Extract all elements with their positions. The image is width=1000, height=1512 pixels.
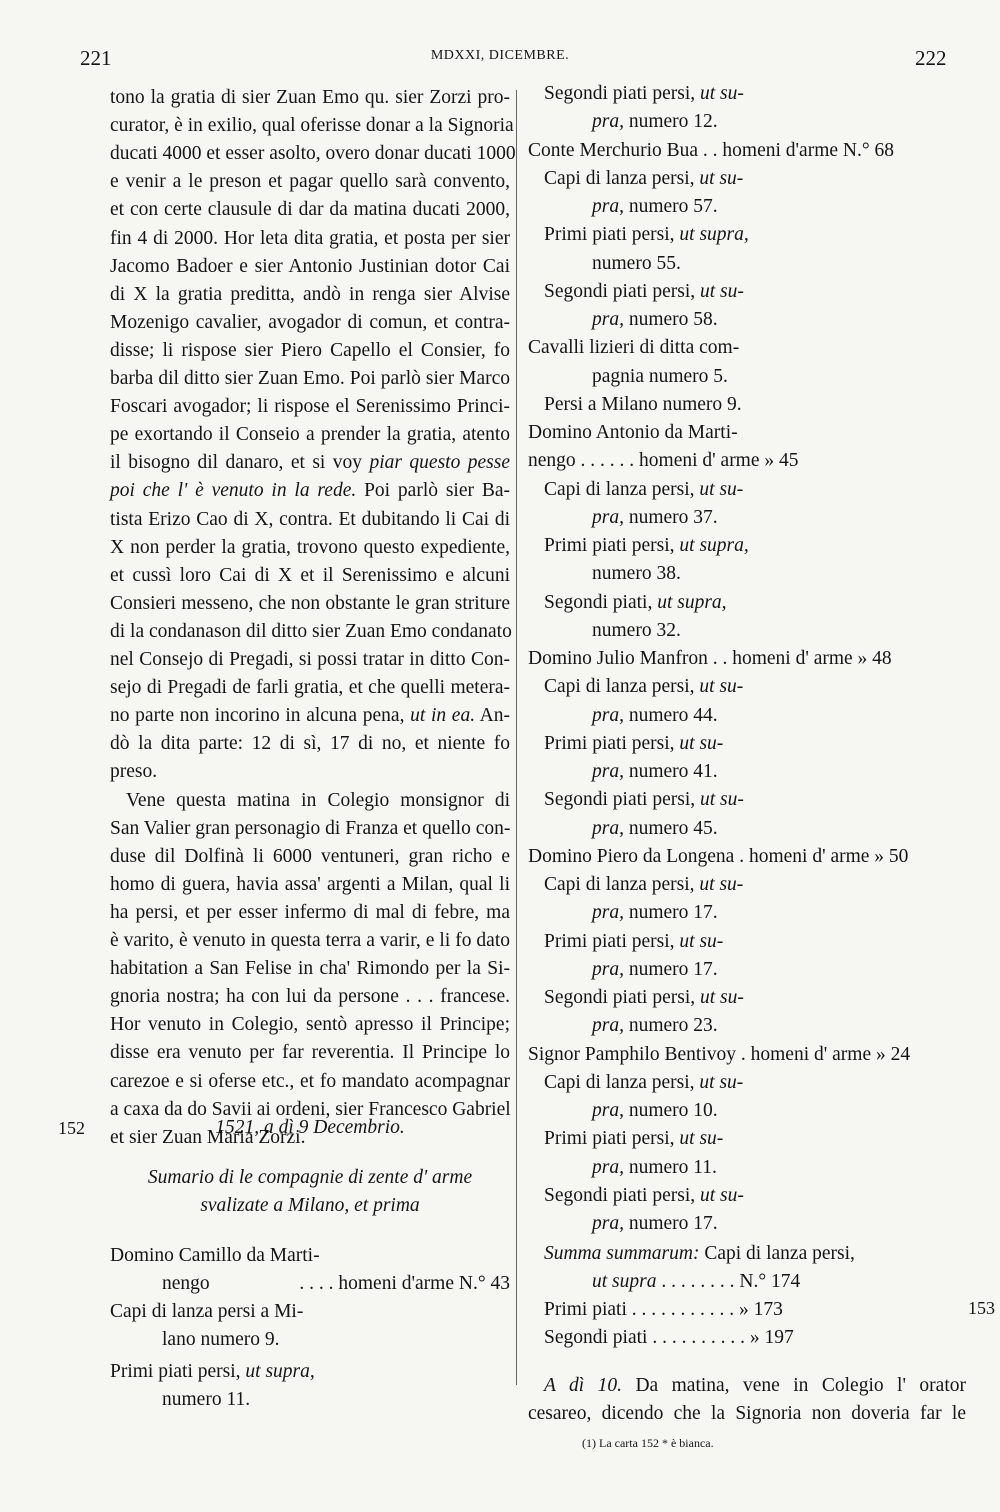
italic-text: ut su- [699, 281, 744, 302]
text-span: et cussì loro Cai di X et il Serenissimo e alcuni [110, 565, 510, 586]
entry-line [528, 899, 966, 927]
entry-line [528, 702, 966, 730]
paragraph-line [110, 393, 510, 421]
text-span: Foscari avogador; li rispose el Serenissimo Princi- [110, 396, 510, 417]
paragraph-line [110, 112, 514, 140]
paragraph-line [528, 1372, 966, 1400]
text-span: numero 23. [623, 1015, 718, 1036]
paragraph-line [110, 281, 510, 309]
paragraph-line [110, 1011, 510, 1039]
text-span: numero 11. [623, 1157, 717, 1178]
entry-line [528, 673, 966, 701]
italic-text: ut supra [592, 1271, 657, 1292]
italic-text: ut supra, [679, 535, 749, 556]
text-span: Segondi piati persi, [544, 987, 700, 1008]
text-span: pagnia numero 5. [592, 366, 728, 387]
italic-text: pra, [592, 507, 624, 528]
italic-text: pra, [592, 902, 624, 923]
entry-line [528, 193, 966, 221]
entry-line [110, 1242, 510, 1270]
text-span: Primi piati persi, [544, 535, 680, 556]
text-span: Segondi piati persi, [544, 789, 700, 810]
entry-line [528, 984, 966, 1012]
text-span: An- [475, 705, 510, 726]
italic-text: A dì 10. [544, 1375, 622, 1396]
text-span: numero 37. [623, 507, 718, 528]
summary-line [528, 1296, 966, 1324]
entry-line [528, 1069, 966, 1097]
text-span: lano numero 9. [162, 1329, 280, 1350]
summary-line [528, 1324, 966, 1352]
entry-line [528, 815, 966, 843]
paragraph-line [110, 1039, 510, 1067]
italic-text: svalizate a Milano, et prima [200, 1195, 420, 1216]
paragraph-line [110, 618, 510, 646]
paragraph-line [110, 477, 510, 505]
text-span: habitation a San Felise in cha' Rimondo per la Si- [110, 958, 510, 979]
text-span: numero 58. [623, 309, 718, 330]
entry-line [528, 447, 966, 475]
section-title [110, 1164, 510, 1192]
text-span: dò la dita parte: 12 di sì, 17 di no, et niente fo [110, 733, 510, 754]
text-span: Segondi piati persi, [544, 83, 700, 104]
paragraph-line [110, 140, 516, 168]
paragraph-line [110, 225, 510, 253]
italic-text: Summa summarum: [544, 1243, 700, 1264]
paragraph-line [110, 196, 510, 224]
text-span: Vene questa matina in Colegio monsignor di [126, 790, 510, 811]
text-span: disse; li rispose sier Piero Capello el Consier, fo [110, 340, 510, 361]
paragraph-line [110, 646, 510, 674]
text-span: numero 38. [592, 563, 681, 584]
italic-text: ut su- [699, 83, 744, 104]
text-span: Domino Piero da Longena . homeni d' arme » 50 [528, 846, 909, 867]
paragraph-line [110, 758, 510, 786]
text-span: et con certe clausule di dar da matina ducati 2000, [110, 199, 510, 220]
entry-line [528, 1125, 966, 1153]
entry-line [528, 165, 966, 193]
text-span: numero 41. [623, 761, 718, 782]
text-span: è varito, è venuto in questa terra a varir, e li fo dato [110, 930, 510, 951]
italic-text: ut supra, [245, 1361, 315, 1382]
entry-line [528, 363, 966, 391]
paragraph-line [110, 787, 510, 815]
italic-text: pra, [592, 111, 624, 132]
text-span: Capi di lanza persi, [544, 1072, 700, 1093]
text-span: duse dil Dolfinà li 6000 ventuneri, gran richo e [110, 846, 510, 867]
text-span: Primi piati persi, [544, 733, 680, 754]
paragraph-line [110, 421, 510, 449]
text-span: numero 10. [623, 1100, 718, 1121]
paragraph-line [110, 871, 510, 899]
italic-text: piar questo pesse [369, 452, 511, 473]
text-span: Capi di lanza persi, [544, 168, 700, 189]
entry-line [528, 758, 966, 786]
entry-line [528, 786, 966, 814]
entry-line [528, 956, 966, 984]
italic-text: ut su- [699, 479, 744, 500]
text-span: disse era venuto per far reverentia. Il Principe lo [110, 1042, 510, 1063]
page-number-left: 221 [80, 46, 112, 70]
italic-text: ut su- [679, 1128, 724, 1149]
entry-line [528, 617, 966, 645]
text-span: nengo [162, 1273, 210, 1294]
margin-number-right: 153 [968, 1298, 995, 1318]
italic-text: ut su- [699, 874, 744, 895]
entry-line [528, 108, 966, 136]
entry-line [110, 1270, 510, 1298]
text-span: Signor Pamphilo Bentivoy . homeni d' arme » 24 [528, 1044, 911, 1065]
text-span: Mozenigo cavalier, avogador di comun, et contra- [110, 312, 510, 333]
text-span: ducati 4000 et esser asolto, overo donar ducati 1000 [110, 143, 516, 164]
paragraph-line [110, 815, 510, 843]
entry-line [528, 278, 966, 306]
text-span: cesareo, dicendo che la Signoria non doveria far le [528, 1403, 966, 1424]
entry-line [528, 843, 966, 871]
text-span: Conte Merchurio Bua . . homeni d'arme N.° 68 [528, 140, 895, 161]
paragraph-line [110, 365, 510, 393]
italic-text: pra, [592, 761, 624, 782]
text-span: Segondi piati persi, [544, 281, 700, 302]
text-span: curator, è in exilio, qual oferisse donar a la Signoria [110, 115, 514, 136]
entry-line [528, 391, 966, 419]
text-span: Capi di lanza persi a Mi- [110, 1301, 304, 1322]
entry-line [528, 250, 966, 278]
entry-line [528, 221, 966, 249]
text-span: carezoe e si oferse etc., et fo mandato acompagnar [110, 1071, 510, 1092]
paragraph-line [110, 674, 510, 702]
entry-line [528, 532, 966, 560]
text-span: X non perder la gratia, trovono questo expediente, [110, 537, 510, 558]
text-span: . . . . . . . . N.° 174 [656, 1271, 801, 1292]
entry-line [528, 871, 966, 899]
text-span: Primi piati persi, [110, 1361, 246, 1382]
text-span: e venir a le preson et pagar quello sarà convento, [110, 171, 510, 192]
entry-line [528, 334, 966, 362]
entry-line [528, 476, 966, 504]
entry-line [528, 589, 966, 617]
text-span: pe exortando il Conseio a prender la gratia, atento [110, 424, 510, 445]
italic-text: pra, [592, 705, 624, 726]
paragraph-line [110, 899, 510, 927]
text-span: Primi piati persi, [544, 931, 680, 952]
text-span: et sier Zuan Maria Zorzi. [110, 1127, 306, 1148]
italic-text: pra, [592, 196, 624, 217]
text-span: gnoria nostra; ha con lui da persone . . . francese. [110, 986, 510, 1007]
paragraph-line [110, 309, 510, 337]
text-span: Capi di lanza persi, [544, 479, 700, 500]
entry-line [110, 1386, 510, 1414]
footnote: (1) La carta 152 * è bianca. [582, 1436, 714, 1450]
text-span: numero 11. [162, 1389, 251, 1410]
paragraph-line [110, 253, 510, 281]
text-span: fin 4 di 2000. Hor leta dita gratia, et posta per sier [110, 228, 510, 249]
entry-line [528, 1012, 966, 1040]
paragraph-line [110, 506, 510, 534]
text-span: di la condanason dil ditto sier Zuan Emo condanato [110, 621, 512, 642]
text-span: Primi piati persi, [544, 224, 680, 245]
italic-text: ut supra, [679, 224, 749, 245]
italic-text: ut in ea. [410, 705, 476, 726]
text-span: sejo di Pregadi de farli gratia, et che quelli metera- [110, 677, 510, 698]
entry-line [528, 928, 966, 956]
paragraph-line [110, 955, 510, 983]
italic-text: 1521, a dì 9 Decembrio. [215, 1117, 405, 1138]
text-span: numero 32. [592, 620, 681, 641]
text-span: Capi di lanza persi, [699, 1243, 855, 1264]
italic-text: ut su- [699, 168, 744, 189]
entry-line [528, 504, 966, 532]
italic-text: poi che l' è venuto in la rede. [110, 480, 357, 501]
paragraph-line [110, 337, 510, 365]
text-span: Jacomo Badoer e sier Antonio Justinian dotor Cai [110, 256, 510, 277]
italic-text: ut su- [679, 733, 724, 754]
text-span: a caxa da do Savii ai ordeni, sier Francesco Gabriel [110, 1099, 511, 1120]
text-span: numero 17. [623, 1213, 718, 1234]
text-span: Capi di lanza persi, [544, 676, 700, 697]
text-span: Domino Julio Manfron . . homeni d' arme » 48 [528, 648, 892, 669]
text-span: Segondi piati . . . . . . . . . . » 197 [544, 1327, 794, 1348]
text-span: numero 55. [592, 253, 681, 274]
text-span: numero 17. [623, 902, 718, 923]
summary-line [528, 1268, 966, 1296]
italic-text: ut su- [699, 1185, 744, 1206]
entry-line [528, 560, 966, 588]
text-span: Hor venuto in Colegio, sentò apresso il Principe; [110, 1014, 510, 1035]
running-head: MDXXI, DICEMBRE. [430, 48, 570, 63]
text-span: Poi parlò sier Ba- [356, 480, 510, 501]
text-span: Cavalli lizieri di ditta com- [528, 337, 740, 358]
text-span: preso. [110, 761, 158, 782]
text-span: Capi di lanza persi, [544, 874, 700, 895]
date-heading [110, 1114, 510, 1142]
paragraph-line [110, 1068, 510, 1096]
paragraph-line [110, 590, 510, 618]
entry-line [528, 1210, 966, 1238]
entry-line [528, 645, 966, 673]
italic-text: ut supra, [657, 592, 727, 613]
entry-line [110, 1358, 510, 1386]
italic-text: Sumario di le compagnie di zente d' arme [147, 1167, 473, 1188]
paragraph-line [110, 927, 510, 955]
text-span: no parte non incorino in alcuna pena, [110, 705, 411, 726]
text-span: numero 44. [623, 705, 718, 726]
page-number-right: 222 [915, 46, 947, 70]
text-span: Domino Antonio da Marti- [528, 422, 738, 443]
italic-text: pra, [592, 1213, 624, 1234]
italic-text: pra, [592, 1015, 624, 1036]
text-span: tista Erizo Cao di X, contra. Et dubitando li Cai di [110, 509, 510, 530]
summary-line [528, 1240, 966, 1268]
entry-line [528, 137, 966, 165]
text-span: Persi a Milano numero 9. [544, 394, 742, 415]
italic-text: ut su- [699, 1072, 744, 1093]
italic-text: pra, [592, 959, 624, 980]
entry-line [528, 419, 966, 447]
text-span: barba dil ditto sier Zuan Emo. Poi parlò sier Marco [110, 368, 510, 389]
text-span: nel Consejo di Pregadi, si possi tratar in ditto Con- [110, 649, 510, 670]
text-span: Primi piati persi, [544, 1128, 680, 1149]
paragraph-line [110, 702, 510, 730]
text-span: Domino Camillo da Marti- [110, 1245, 320, 1266]
italic-text: pra, [592, 818, 624, 839]
text-span: homo di guera, havia assa' argenti a Milan, qual li [110, 874, 510, 895]
section-title [110, 1192, 510, 1220]
paragraph-line [110, 168, 510, 196]
entry-count: . . . . homeni d'arme N.° 43 [299, 1273, 510, 1294]
text-span: Segondi piati, [544, 592, 658, 613]
paragraph-line [528, 1400, 966, 1428]
column-divider [516, 90, 517, 1385]
italic-text: pra, [592, 309, 624, 330]
entry-line [528, 1154, 966, 1182]
text-span: nengo . . . . . . homeni d' arme » 45 [528, 450, 799, 471]
text-span: numero 17. [623, 959, 718, 980]
text-span: tono la gratia di sier Zuan Emo qu. sier Zorzi pro- [110, 87, 510, 108]
paragraph-line [110, 562, 510, 590]
entry-line [110, 1326, 510, 1354]
text-span: numero 12. [623, 111, 718, 132]
text-span: il bisogno dil danaro, et si voy [110, 452, 370, 473]
text-span: Primi piati . . . . . . . . . . . » 173 [544, 1299, 783, 1320]
entry-line [528, 730, 966, 758]
paragraph-line [110, 730, 510, 758]
italic-text: ut su- [679, 931, 724, 952]
italic-text: ut su- [699, 676, 744, 697]
text-span: San Valier gran personagio di Franza et quello con- [110, 818, 511, 839]
entry-line [528, 1182, 966, 1210]
text-span: Consieri messeno, che non obstante le gran striture [110, 593, 510, 614]
text-span: Segondi piati persi, [544, 1185, 700, 1206]
entry-line [528, 1097, 966, 1125]
text-span: di X la gratia preditta, andò in renga sier Alvise [110, 284, 510, 305]
paragraph-line [110, 534, 510, 562]
entry-line [528, 1041, 966, 1069]
italic-text: ut su- [699, 987, 744, 1008]
entry-line [110, 1298, 510, 1326]
text-span: ha persi, et per esser infermo di mal di febre, ma [110, 902, 510, 923]
entry-line [528, 80, 966, 108]
entry-line [528, 306, 966, 334]
italic-text: ut su- [699, 789, 744, 810]
paragraph-line [110, 449, 510, 477]
italic-text: pra, [592, 1100, 624, 1121]
text-span: Da matina, vene in Colegio l' orator [622, 1375, 966, 1396]
paragraph-line [110, 983, 510, 1011]
italic-text: pra, [592, 1157, 624, 1178]
text-span: numero 45. [623, 818, 718, 839]
paragraph-line [110, 84, 510, 112]
text-span: numero 57. [623, 196, 718, 217]
paragraph-line [110, 843, 510, 871]
margin-number-left: 152 [58, 1118, 85, 1138]
